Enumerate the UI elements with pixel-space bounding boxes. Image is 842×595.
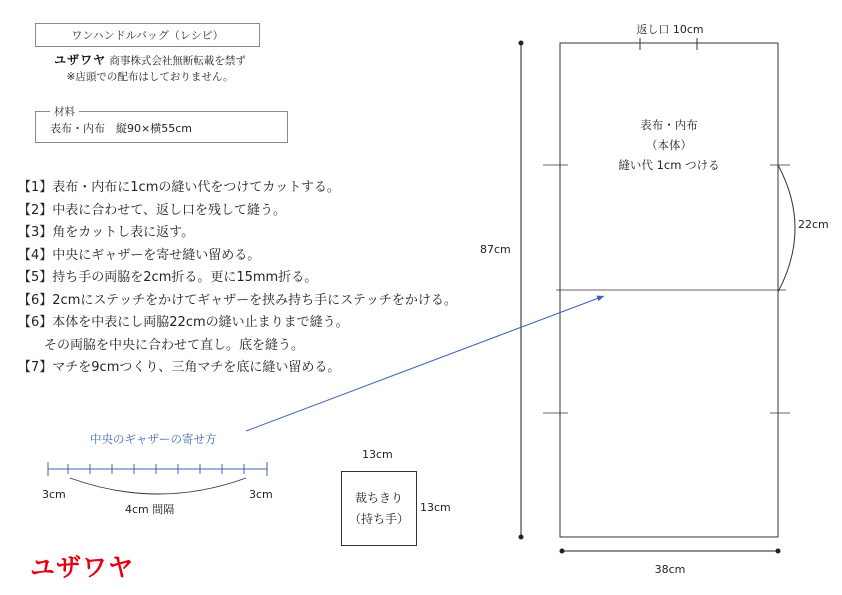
width-label: 38cm — [654, 563, 686, 576]
side-stop-bracket — [778, 165, 795, 292]
height-dimension-end — [519, 41, 524, 46]
step-item: 【1】表布・内布に1cmの縫い代をつけてカットする。 — [18, 180, 340, 195]
handle-label-line1: 裁ちきり — [354, 490, 403, 505]
materials-text: 表布・内布 縦90×横55cm — [50, 122, 192, 135]
brand-logo — [30, 552, 146, 586]
brand-logo-mark — [30, 552, 146, 582]
step-item: 【7】マチを9cmつくり、三角マチを底に縫い留める。 — [18, 360, 341, 375]
gather-left-margin: 3cm — [42, 488, 66, 501]
gather-pointer-arrow — [246, 296, 604, 431]
handle-height-label: 13cm — [420, 501, 451, 514]
handle-width-label: 13cm — [362, 448, 393, 461]
opening-label: 返し口 10cm — [636, 23, 704, 36]
handle-piece — [341, 471, 417, 546]
step-item: その両脇を中央に合わせて直し。底を縫う。 — [18, 337, 305, 353]
bag-body-label — [560, 115, 778, 175]
bag-label-line1: 表布・内布 — [640, 118, 698, 132]
width-dimension-end — [776, 549, 781, 554]
gather-spacing: 4cm 間隔 — [125, 503, 175, 516]
step-item: 【3】角をカットし表に返す。 — [18, 225, 195, 240]
handle-label-line2: （持ち手） — [348, 511, 409, 526]
height-label: 87cm — [480, 243, 511, 256]
width-dimension-end — [560, 549, 565, 554]
gather-title: 中央のギャザーの寄せ方 — [90, 432, 217, 446]
brand-logo-text: ユザワヤ — [30, 553, 135, 582]
step-item: 【2】中表に合わせて、返し口を残して縫う。 — [18, 202, 287, 218]
materials-legend: 材料 — [50, 104, 79, 119]
gather-spacing-arc — [70, 478, 246, 494]
bag-label-line2: （本体） — [646, 138, 692, 152]
recipe-title: ワンハンドルバッグ（レシピ） — [71, 29, 224, 42]
step-item: 【6】2cmにステッチをかけてギャザーを挟み持ち手にステッチをかける。 — [18, 292, 457, 308]
step-item: 【5】持ち手の両脇を2cm折る。更に15mm折る。 — [18, 270, 318, 285]
bag-label-line3: 縫い代 1cm つける — [618, 158, 720, 172]
gather-right-margin: 3cm — [249, 488, 273, 501]
height-dimension-end — [519, 535, 524, 540]
step-item: 【6】本体を中表にし両脇22cmの縫い止まりまで縫う。 — [18, 315, 349, 330]
brand-word: ユザワヤ — [54, 53, 107, 67]
step-item: 【4】中央にギャザーを寄せ縫い留める。 — [18, 247, 261, 263]
side-stop-label: 22cm — [798, 218, 829, 231]
distribution-note: ※店頭での配布はしておりません。 — [66, 71, 234, 83]
brand-suffix: 商事株式会社無断転載を禁ず — [109, 55, 246, 67]
